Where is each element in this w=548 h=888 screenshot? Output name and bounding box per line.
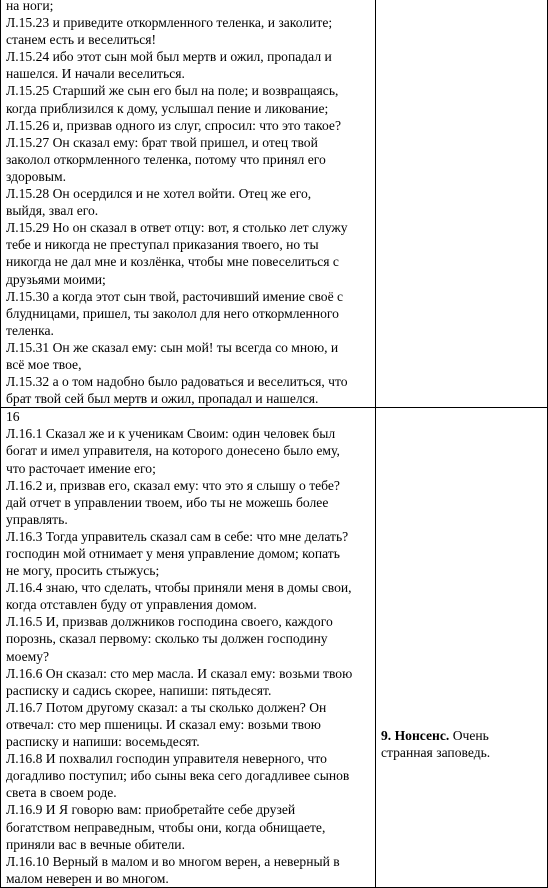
table-row (1, 0, 548, 408)
verse-line: Л.16.2 и, призвав его, сказал ему: что это я слышу о тебе? (6, 477, 340, 493)
verse-line: на ноги; (6, 0, 54, 13)
verse-line: Л.16.8 И похвалил господин управителя неверного, что (6, 751, 327, 767)
verse-line: богат и имел управителя, на которого донесено было ему, (6, 443, 340, 459)
verse-line: всё мое твое, (6, 356, 82, 372)
verse-line: Л.15.24 ибо этот сын мой был мертв и ожил, пропадал и (6, 49, 332, 65)
verse-line: нашелся. И начали веселиться. (6, 66, 185, 82)
verse-line: когда отставлен буду от управления домом. (6, 597, 257, 613)
note-cell (376, 408, 548, 888)
verse-line: богатством неправедным, чтобы они, когда обнищаете, (6, 819, 326, 835)
verse-line: Л.15.29 Но он сказал в ответ отцу: вот, я столько лет служу (6, 220, 348, 236)
note-title: 9. Нонсенс. (381, 728, 450, 744)
note-cell (376, 0, 548, 408)
verse-line: не могу, просить стыжусь; (6, 563, 160, 579)
verse-line: станем есть и веселиться! (6, 32, 157, 48)
verse-line: Л.15.23 и приведите откормленного теленка, и заколите; (6, 15, 333, 31)
verse-line: отвечал: сто мер пшеницы. И сказал ему: возьми твою (6, 716, 321, 732)
verse-line: приняли вас в вечные обители. (6, 836, 185, 852)
scripture-cell (1, 0, 376, 408)
verse-line: когда приблизился к дому, услышал пение и ликование; (6, 100, 329, 116)
verse-line: управлять. (6, 511, 68, 527)
verse-line: Л.15.27 Он сказал ему: брат твой пришел, и отец твой (6, 134, 318, 150)
note-paragraph (381, 408, 541, 761)
verse-line: Л.15.28 Он осердился и не хотел войти. Отец же его, (6, 186, 312, 202)
verse-line: господин мой отнимает у меня управление домом; копать (6, 546, 340, 561)
verse-line: малом неверен и во многом. (6, 870, 169, 886)
table-row (1, 408, 548, 888)
verse-line: расписку и садись скорее, напиши: пятьдесят. (6, 682, 272, 698)
verse-line: Л.15.25 Старший же сын его был на поле; и возвращаясь, (6, 83, 339, 99)
verse-line: Л.16.6 Он сказал: сто мер масла. И сказал ему: возьми твою (6, 665, 353, 681)
verse-line: друзьями моими; (6, 271, 106, 287)
verse-line: расписку и напиши: восемьдесят. (6, 734, 200, 750)
verse-line: Л.16.5 И, призвав должников господина своего, каждого (6, 614, 333, 630)
verse-line: Л.16.7 Потом другому сказал: а ты сколько должен? Он (6, 699, 327, 715)
verse-line: Л.16.3 Тогда управитель сказал сам в себе: что мне делать? (6, 528, 349, 544)
verse-line: Л.16.4 знаю, что сделать, чтобы приняли меня в домы свои, (6, 580, 352, 596)
verse-line: Л.15.30 а когда этот сын твой, расточивший имение своё с (6, 288, 344, 304)
verse-line: порознь, сказал первому: сколько ты должен господину (6, 631, 328, 647)
verse-line: дай отчет в управлении твоем, ибо ты не можешь более (6, 494, 329, 510)
verse-line: Л.15.31 Он же сказал ему: сын мой! ты всегда со мною, и (6, 339, 339, 355)
verse-line: Л.15.26 и, призвав одного из слуг, спросил: что это такое? (6, 117, 341, 133)
verse-line: Л.16.9 И Я говорю вам: приобретайте себе друзей (6, 802, 296, 818)
verse-line: блудницами, пришел, ты заколол для него откормленного (6, 305, 339, 321)
verse-line: тебе и никогда не преступал приказания твоего, но ты (6, 237, 319, 253)
verse-line: здоровым. (6, 168, 66, 184)
verse-line: Л.15.32 а о том надобно было радоваться и веселиться, что (6, 374, 348, 390)
verse-line: брат твой сей был мертв и ожил, пропадал и нашелся. (6, 391, 319, 407)
chapter-number: 16 (6, 409, 20, 425)
verse-line: теленка. (6, 322, 54, 338)
verse-line: никогда не дал мне и козлёнка, чтобы мне повеселиться с (6, 254, 339, 270)
verse-line: догадливо поступил; ибо сыны века сего догадливее сынов (6, 768, 350, 784)
verse-line: выйдя, звал его. (6, 203, 99, 219)
verse-line: заколол откормленного теленка, потому что принял его (6, 151, 326, 167)
verse-line: Л.16.1 Сказал же и к ученикам Своим: один человек был (6, 426, 336, 442)
verse-line: света в своем роде. (6, 785, 117, 801)
verse-line: Л.16.10 Верный в малом и во многом верен, а неверный в (6, 853, 340, 869)
verse-line: что расточает имение его; (6, 460, 156, 476)
verse-line: моему? (6, 648, 50, 664)
note-text: Очень странная заповедь. (381, 728, 491, 761)
scripture-cell (1, 408, 376, 888)
